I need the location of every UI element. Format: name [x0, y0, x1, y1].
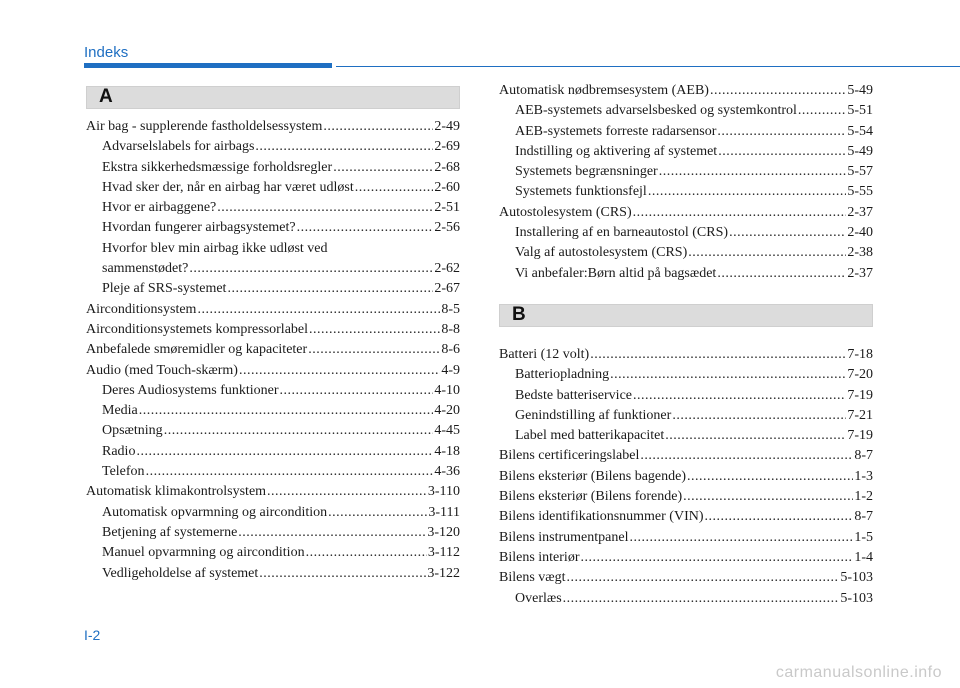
index-entry: Bilens identifikationsnummer (VIN) ..... 8-7 — [499, 507, 873, 527]
index-entry: Bilens certificeringslabel ..... 8-7 — [499, 446, 873, 466]
index-subentry: Deres Audiosystems funktioner ..... 4-10 — [86, 381, 460, 401]
section-letter: A — [99, 86, 113, 107]
header-rule-thin — [336, 66, 960, 67]
index-subentry: Genindstilling af funktioner ..... 7-21 — [499, 406, 873, 426]
index-entry: Bilens eksteriør (Bilens forende) ..... 1-2 — [499, 487, 873, 507]
index-subentry: Betjening af systemerne ..... 3-120 — [86, 523, 460, 543]
index-subentry: Indstilling og aktivering af systemet ..... 5-49 — [499, 142, 873, 162]
index-subentry: Systemets funktionsfejl ..... 5-55 — [499, 182, 873, 202]
index-entry: Bilens vægt ..... 5-103 — [499, 568, 873, 588]
index-entry: Automatisk klimakontrolsystem ..... 3-110 — [86, 482, 460, 502]
watermark: carmanualsonline.info — [775, 664, 942, 681]
page-number: I-2 — [84, 627, 101, 643]
section-header-b — [499, 304, 873, 327]
index-subentry: Vedligeholdelse af systemet ..... 3-122 — [86, 564, 460, 584]
header-rule-thick — [84, 63, 332, 68]
index-entry: Bilens instrumentpanel ..... 1-5 — [499, 528, 873, 548]
index-entry: Airconditionsystem ..... 8-5 — [86, 300, 460, 320]
index-subentry: Overlæs ..... 5-103 — [499, 589, 873, 609]
index-subentry: Manuel opvarmning og aircondition ..... 3-112 — [86, 543, 460, 563]
index-subentry: Bedste batteriservice ..... 7-19 — [499, 386, 873, 406]
page-header-title: Indeks — [84, 44, 129, 61]
index-entry: Bilens eksteriør (Bilens bagende) ..... 1-3 — [499, 467, 873, 487]
index-entry: Audio (med Touch-skærm) ..... 4-9 — [86, 361, 460, 381]
index-entry: Airconditionsystemets kompressorlabel ..... 8-8 — [86, 320, 460, 340]
index-subentry: Hvad sker der, når en airbag har været udløst ..... 2-60 — [86, 178, 460, 198]
index-subentry: AEB-systemets advarselsbesked og systemkontrol ..... 5-51 — [499, 101, 873, 121]
index-subentry: Valg af autostolesystem (CRS) ..... 2-38 — [499, 243, 873, 263]
index-subentry: Advarselslabels for airbags ..... 2-69 — [86, 137, 460, 157]
index-subentry: Systemets begrænsninger ..... 5-57 — [499, 162, 873, 182]
section-header-a — [86, 86, 460, 109]
index-entry: Anbefalede smøremidler og kapaciteter ..... 8-6 — [86, 340, 460, 360]
index-subentry: Opsætning ..... 4-45 — [86, 421, 460, 441]
index-subentry-line1: Hvorfor blev min airbag ikke udløst ved — [102, 240, 328, 256]
index-subentry: Media ..... 4-20 — [86, 401, 460, 421]
index-column-right — [499, 81, 873, 609]
index-subentry: AEB-systemets forreste radarsensor ..... 5-54 — [499, 122, 873, 142]
section-letter: B — [512, 303, 526, 325]
index-entry: Bilens interiør ..... 1-4 — [499, 548, 873, 568]
index-subentry: Automatisk opvarmning og aircondition ..... 3-111 — [86, 503, 460, 523]
index-subentry: Telefon ..... 4-36 — [86, 462, 460, 482]
index-subentry: Label med batterikapacitet ..... 7-19 — [499, 426, 873, 446]
index-subentry: Installering af en barneautostol (CRS) ..... 2-40 — [499, 223, 873, 243]
index-subentry: Hvor er airbaggene? ..... 2-51 — [86, 198, 460, 218]
index-subentry: Batteriopladning ..... 7-20 — [499, 365, 873, 385]
index-entry: Autostolesystem (CRS) ..... 2-37 — [499, 203, 873, 223]
index-subentry: Hvordan fungerer airbagsystemet? ..... 2-56 — [86, 218, 460, 238]
index-column-left — [86, 86, 460, 584]
index-entry: Batteri (12 volt) ..... 7-18 — [499, 345, 873, 365]
index-subentry: Pleje af SRS-systemet ..... 2-67 — [86, 279, 460, 299]
index-subentry: Vi anbefaler:Børn altid på bagsædet ..... 2-37 — [499, 264, 873, 284]
index-subentry: Ekstra sikkerhedsmæssige forholdsregler ..... 2-68 — [86, 158, 460, 178]
index-subentry: sammenstødet? ..... 2-62 — [86, 259, 460, 279]
index-entry: Air bag - supplerende fastholdelsessystem ..... 2-49 — [86, 117, 460, 137]
index-subentry: Radio ..... 4-18 — [86, 442, 460, 462]
index-entry: Automatisk nødbremsesystem (AEB) ..... 5-49 — [499, 81, 873, 101]
